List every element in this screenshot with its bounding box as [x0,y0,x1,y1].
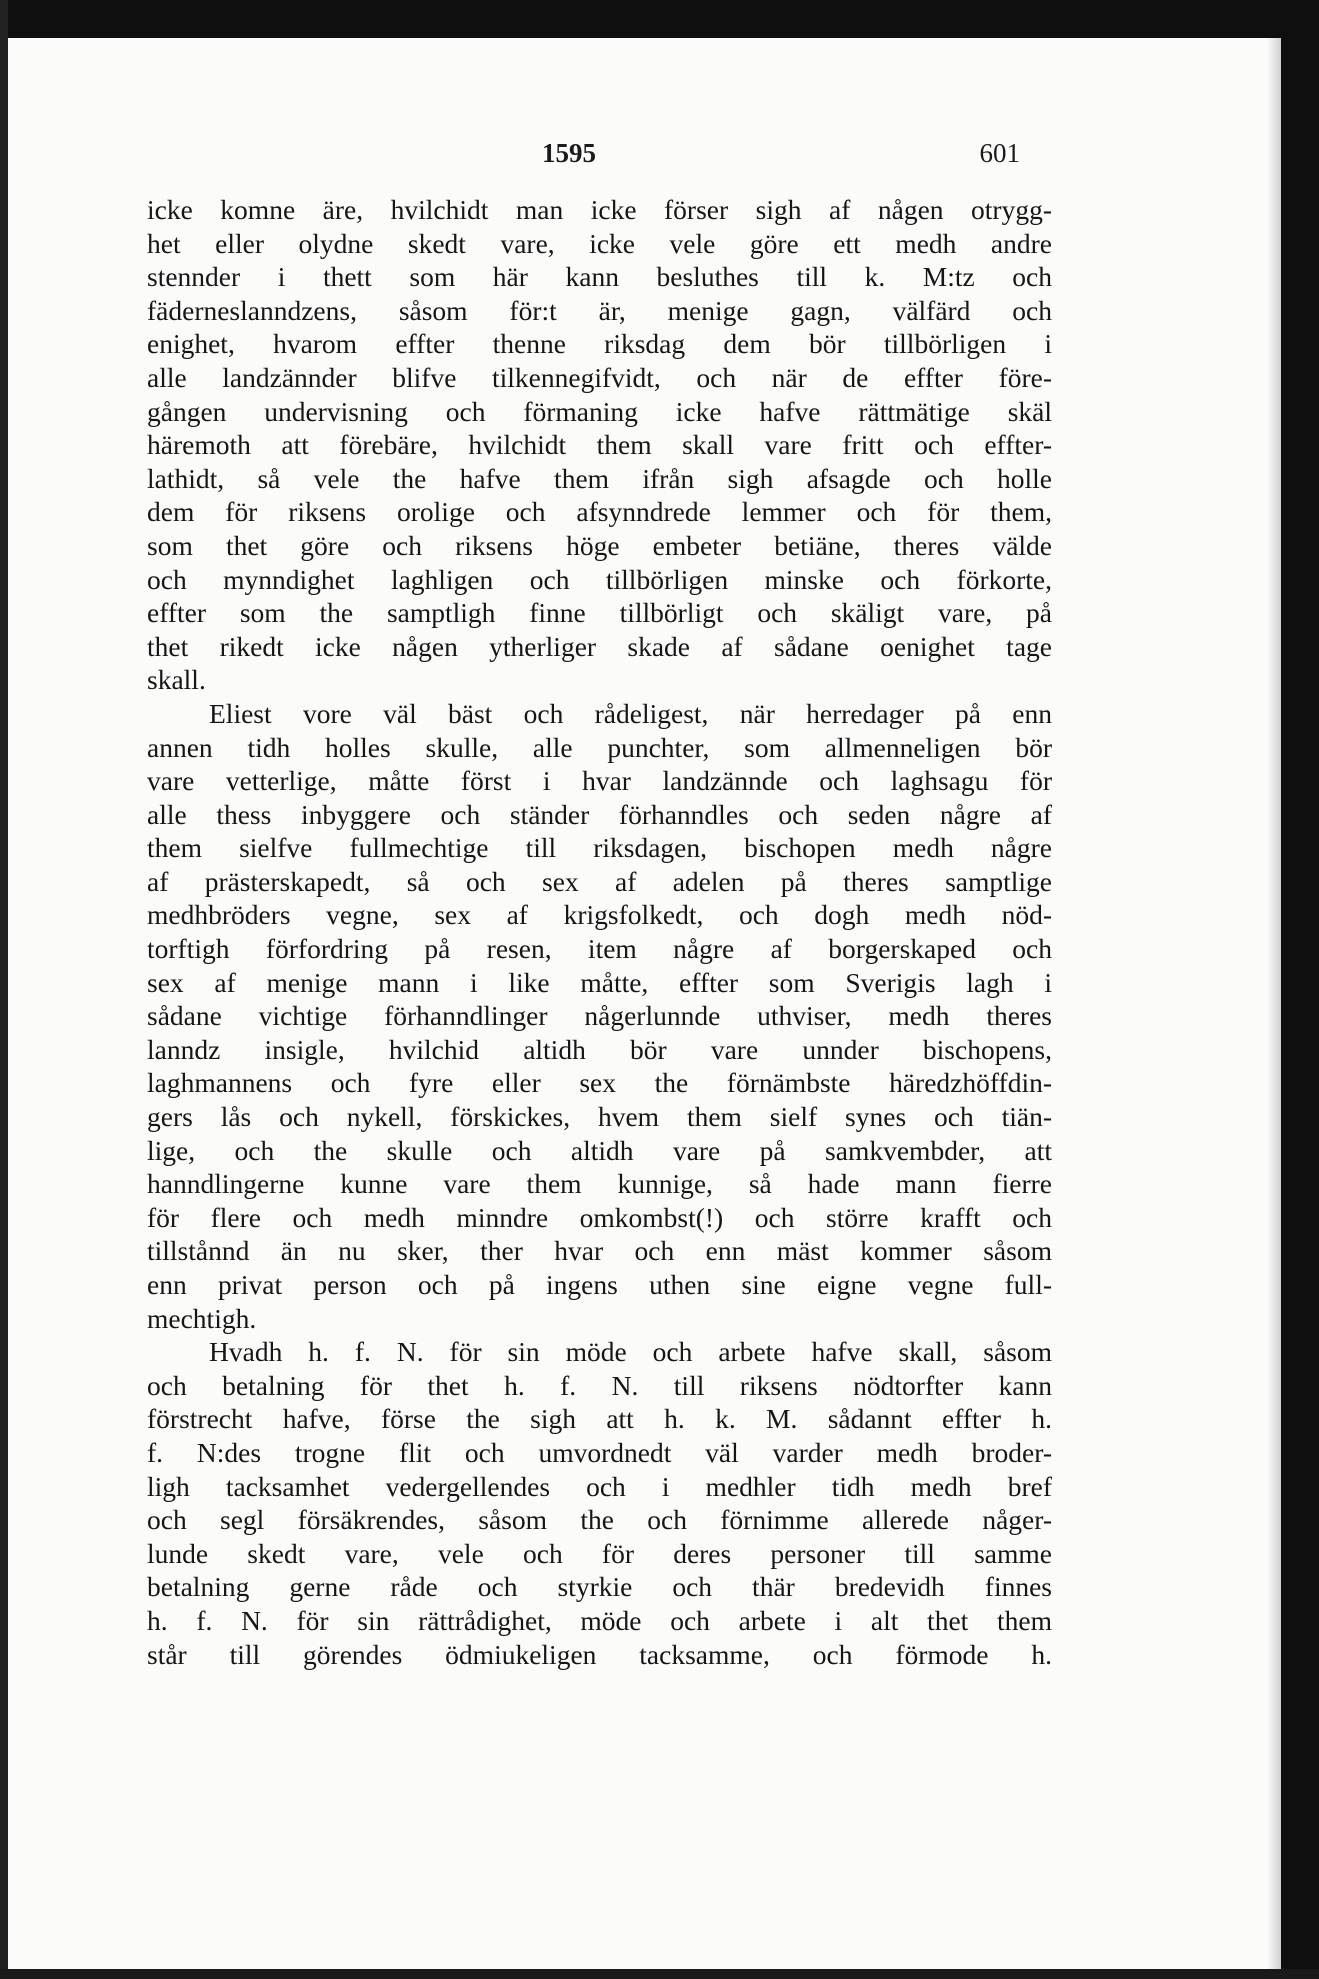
text-line: skall. [147,664,206,696]
text-line: gången undervisning och förmaning icke hafve rättmätige skäl [147,395,1052,427]
text-line: står till görendes ödmiukeligen tacksamme, och förmode h. [147,1638,1052,1670]
text-line: enn privat person och på ingens uthen sine eigne vegne full- [147,1269,1052,1300]
text-line: som thet göre och riksens höge embeter betiäne, theres välde [147,529,1052,561]
text-line: betalning gerne råde och styrkie och thär bredevidh finnes [147,1571,1052,1603]
text-line: Eliest vore väl bäst och rådeligest, när herredager på enn [209,697,1052,729]
text-line: mechtigh. [147,1302,257,1334]
text-line: förstrecht hafve, förse the sigh att h. k. M. sådannt effter h. [147,1403,1052,1435]
text-line: alle landzännder blifve tilkennegifvidt, och när de effter före- [147,361,1052,393]
text-line: Hvadh h. f. N. för sin möde och arbete hafve skall, såsom [209,1336,1052,1368]
text-line: och mynndighet laghligen och tillbörligen minske och förkorte, [147,563,1052,595]
text-line: het eller olydne skedt vare, icke vele göre ett medh andre [147,227,1052,259]
document-page [8,38,1281,1969]
page-edge-shadow [1267,38,1281,1969]
text-line: gers lås och nykell, förskickes, hvem them sielf synes och tiän- [147,1101,1052,1133]
scan-border-bottom [0,1969,1319,1979]
text-line: them sielfve fullmechtige till riksdagen, bischopen medh någre [147,832,1052,864]
text-line: alle thess inbyggere och ständer förhanndles och seden någre af [147,798,1052,830]
text-line: häremoth att förebäre, hvilchidt them skall vare fritt och effter- [147,429,1052,461]
text-line: för flere och medh minndre omkombst(!) och större krafft och [147,1201,1052,1233]
text-line: thet rikedt icke någen ytherliger skade af sådane oenighet tage [147,630,1052,662]
text-line: h. f. N. för sin rättrådighet, möde och arbete i alt thet them [147,1604,1052,1636]
page-number: 601 [979,138,1020,168]
header-year: 1595 [542,138,596,168]
text-line: lunde skedt vare, vele och för deres personer till samme [147,1537,1052,1569]
scan-border-top [0,0,1319,38]
text-line: medhbröders vegne, sex af krigsfolkedt, och dogh medh nöd- [147,899,1052,931]
text-line: sex af menige mann i like måtte, effter som Sverigis lagh i [147,966,1052,998]
text-line: och segl försäkrendes, såsom the och förnimme allerede någer- [147,1504,1052,1536]
running-header [8,138,1281,178]
text-line: stennder i thett som här kann besluthes till k. M:tz och [147,261,1052,293]
text-line: fäderneslanndzens, såsom för:t är, menige gagn, välfärd och [147,294,1052,326]
text-line: lige, och the skulle och altidh vare på samkvembder, att [147,1134,1052,1166]
text-line: dem för riksens orolige och afsynndrede lemmer och för them, [147,496,1052,528]
text-line: enighet, hvarom effter thenne riksdag dem bör tillbörligen i [147,328,1052,360]
text-line: tillstånnd än nu sker, ther hvar och enn mäst kommer såsom [147,1235,1052,1267]
text-line: sådane vichtige förhanndlinger någerlunnde uthviser, medh theres [147,1000,1052,1032]
text-line: vare vetterlige, måtte först i hvar landzännde och laghsagu för [147,765,1052,797]
text-line: ligh tacksamhet vedergellendes och i medhler tidh medh bref [147,1470,1052,1502]
text-line: lathidt, så vele the hafve them ifrån sigh afsagde och holle [147,462,1052,494]
text-line: torftigh förfordring på resen, item någre af borgerskaped och [147,933,1052,965]
text-line: och betalning för thet h. f. N. till riksens nödtorfter kann [147,1369,1052,1401]
text-line: hanndlingerne kunne vare them kunnige, så hade mann fierre [147,1168,1052,1200]
text-line: icke komne äre, hvilchidt man icke förser sigh af någen otrygg- [147,194,1052,225]
text-line: lanndz insigle, hvilchid altidh bör vare unnder bischopens, [147,1033,1052,1065]
text-line: laghmannens och fyre eller sex the förnämbste häredzhöffdin- [147,1067,1052,1099]
text-line: effter som the samptligh finne tillbörligt och skäligt vare, på [147,597,1052,629]
text-line: f. N:des trogne flit och umvordnedt väl varder medh broder- [147,1436,1052,1468]
scan-border-right [1281,0,1319,1979]
text-line: af prästerskapedt, så och sex af adelen på theres samptlige [147,865,1052,897]
scan-border-left [0,0,8,1979]
body-text [147,193,1052,1671]
text-line: annen tidh holles skulle, alle punchter, som allmenneligen bör [147,731,1052,763]
